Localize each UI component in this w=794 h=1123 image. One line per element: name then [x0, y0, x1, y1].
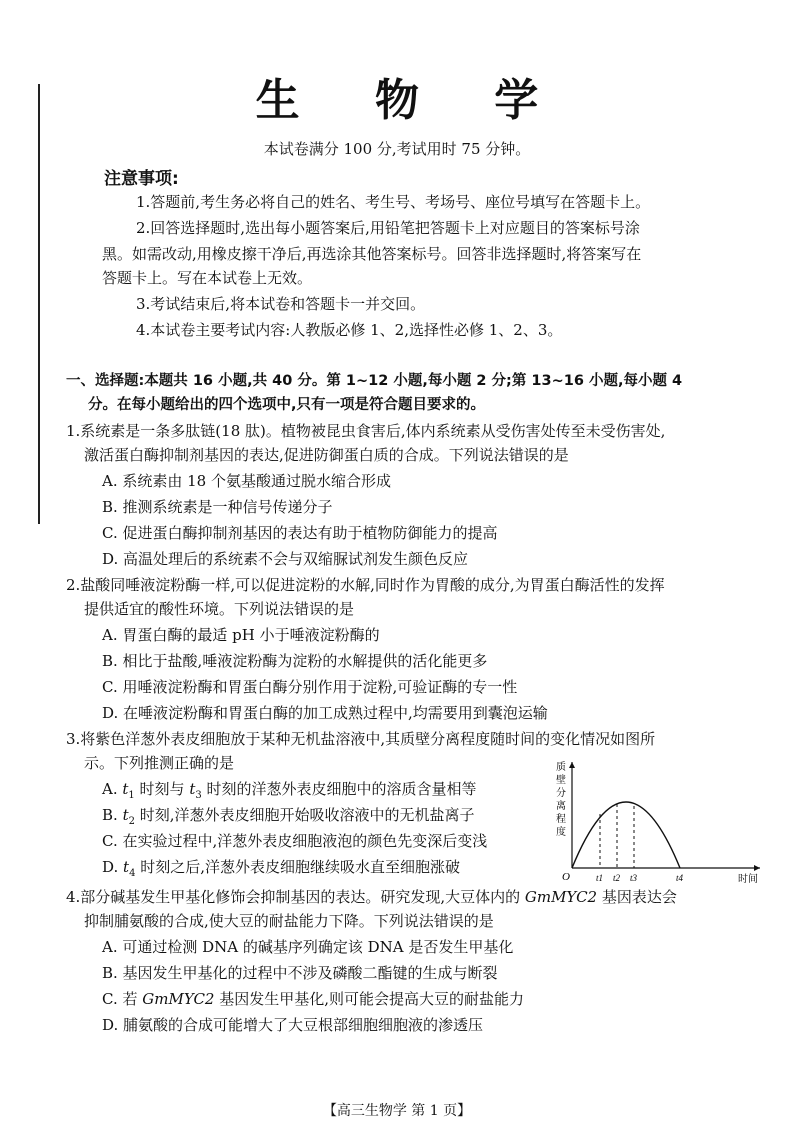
notice-heading: 注意事项:	[104, 169, 179, 189]
notice-item-2-line-2: 黑。如需改动,用橡皮擦干净后,再选涂其他答案标号。回答非选择题时,将答案写在	[102, 245, 642, 263]
t-symbol: t	[123, 858, 130, 876]
notice-item-2-line-1: 2.回答选择题时,选出每小题答案后,用铅笔把答题卡上对应题目的答案标号涂	[136, 219, 640, 237]
t-symbol: t	[122, 780, 129, 798]
question-1-option-b: B. 推测系统素是一种信号传递分子	[102, 498, 333, 516]
question-4-stem-line-2: 抑制脯氨酸的合成,使大豆的耐盐能力下降。下列说法错误的是	[84, 912, 494, 930]
notice-item-4: 4.本试卷主要考试内容:人教版必修 1、2,选择性必修 1、2、3。	[136, 321, 563, 339]
notice-item-3: 3.考试结束后,将本试卷和答题卡一并交回。	[136, 295, 426, 313]
option-a-text: 时刻的洋葱外表皮细胞中的溶质含量相等	[201, 780, 477, 798]
origin-label: O	[562, 871, 570, 883]
notice-item-1: 1.答题前,考生务必将自己的姓名、考生号、考场号、座位号填写在答题卡上。	[136, 193, 651, 211]
tick-t3: t3	[630, 873, 638, 883]
t-subscript: 4	[129, 868, 136, 879]
question-1-stem-line-1: 1.系统素是一条多肽链(18 肽)。植物被昆虫食害后,体内系统素从受伤害处传至未受伤害处,	[66, 422, 666, 440]
section-1-heading-line-1: 一、选择题:本题共 16 小题,共 40 分。第 1~12 小题,每小题 2 分;第 13~16 小题,每小题 4	[66, 373, 683, 389]
question-2-stem-line-2: 提供适宜的酸性环境。下列说法错误的是	[84, 600, 355, 618]
y-axis-label-char: 离	[556, 801, 566, 812]
option-d-text: 时刻之后,洋葱外表皮细胞继续吸水直至细胞涨破	[135, 858, 460, 876]
question-2-option-a: A. 胃蛋白酶的最适 pH 小于唾液淀粉酶的	[102, 626, 380, 644]
question-4-option-b: B. 基因发生甲基化的过程中不涉及磷酸二酯键的生成与断裂	[102, 964, 498, 982]
t-subscript: 1	[128, 790, 135, 801]
question-4-stem-start: 4.部分碱基发生甲基化修饰会抑制基因的表达。研究发现,大豆体内的	[66, 888, 525, 906]
gene-name: GmMYC2	[142, 990, 215, 1008]
question-3-option-a	[102, 778, 477, 807]
option-b-text: 时刻,洋葱外表皮细胞开始吸收溶液中的无机盐离子	[134, 806, 475, 824]
question-4-option-c	[102, 988, 524, 1010]
section-1-heading-line-2: 分。在每小题给出的四个选项中,只有一项是符合题目要求的。	[88, 397, 486, 413]
tick-t1: t1	[596, 873, 604, 883]
question-4-stem-end: 基因表达会	[597, 888, 677, 906]
plasmolysis-curve	[572, 802, 680, 868]
option-a-middle: 时刻与	[134, 780, 190, 798]
question-1-option-c: C. 促进蛋白酶抑制剂基因的表达有助于植物防御能力的提高	[102, 524, 498, 542]
question-3-option-c: C. 在实验过程中,洋葱外表皮细胞液泡的颜色先变深后变浅	[102, 832, 488, 850]
option-c-text: 基因发生甲基化,则可能会提高大豆的耐盐能力	[214, 990, 525, 1008]
y-axis-label-char: 度	[556, 827, 566, 838]
question-4-option-d: D. 脯氨酸的合成可能增大了大豆根部细胞细胞液的渗透压	[102, 1016, 484, 1034]
gene-name: GmMYC2	[524, 888, 598, 906]
tick-t2: t2	[613, 873, 621, 883]
question-2-option-c: C. 用唾液淀粉酶和胃蛋白酶分别作用于淀粉,可验证酶的专一性	[102, 678, 518, 696]
t-subscript: 2	[128, 816, 135, 827]
option-c-prefix: C. 若	[102, 990, 143, 1008]
question-1-option-d: D. 高温处理后的系统素不会与双缩脲试剂发生颜色反应	[102, 550, 469, 568]
t-symbol: t	[189, 780, 196, 798]
question-2-stem-line-1: 2.盐酸同唾液淀粉酶一样,可以促进淀粉的水解,同时作为胃酸的成分,为胃蛋白酶活性的发挥	[66, 576, 665, 594]
page-title: 生 物 学	[255, 75, 569, 126]
question-2-option-b: B. 相比于盐酸,唾液淀粉酶为淀粉的水解提供的活化能更多	[102, 652, 488, 670]
page-footer: 【高三生物学 第 1 页】	[322, 1103, 472, 1119]
option-b-prefix: B.	[102, 806, 123, 824]
y-axis-label-char: 壁	[556, 775, 566, 786]
question-2-option-d: D. 在唾液淀粉酶和胃蛋白酶的加工成熟过程中,均需要用到囊泡运输	[102, 704, 548, 722]
option-d-prefix: D.	[102, 858, 124, 876]
y-axis-label-char: 质	[556, 762, 566, 773]
question-4-option-a: A. 可通过检测 DNA 的碱基序列确定该 DNA 是否发生甲基化	[102, 938, 514, 956]
question-4-stem-line-1	[66, 886, 677, 908]
question-3-option-b	[102, 804, 475, 833]
y-axis-label-char: 分	[556, 788, 566, 799]
question-3-stem-line-2: 示。下列推测正确的是	[84, 754, 235, 772]
x-axis-label: 时间	[738, 874, 758, 885]
tick-t4: t4	[676, 873, 684, 883]
y-axis-arrow	[569, 762, 575, 768]
t-subscript: 3	[195, 790, 202, 801]
t-symbol: t	[122, 806, 129, 824]
option-a-prefix: A.	[102, 780, 123, 798]
question-1-stem-line-2: 激活蛋白酶抑制剂基因的表达,促进防御蛋白质的合成。下列说法错误的是	[84, 446, 569, 464]
question-3-stem-line-1: 3.将紫色洋葱外表皮细胞放于某种无机盐溶液中,其质壁分离程度随时间的变化情况如图所	[66, 730, 656, 748]
x-axis-arrow	[754, 865, 760, 871]
plasmolysis-curve-figure	[556, 758, 770, 886]
question-3-option-d	[102, 856, 460, 885]
question-1-option-a: A. 系统素由 18 个氨基酸通过脱水缩合形成	[102, 472, 391, 490]
notice-item-2-line-3: 答题卡上。写在本试卷上无效。	[102, 269, 313, 287]
y-axis-label-char: 程	[556, 814, 566, 825]
exam-subtitle: 本试卷满分 100 分,考试用时 75 分钟。	[263, 140, 531, 158]
